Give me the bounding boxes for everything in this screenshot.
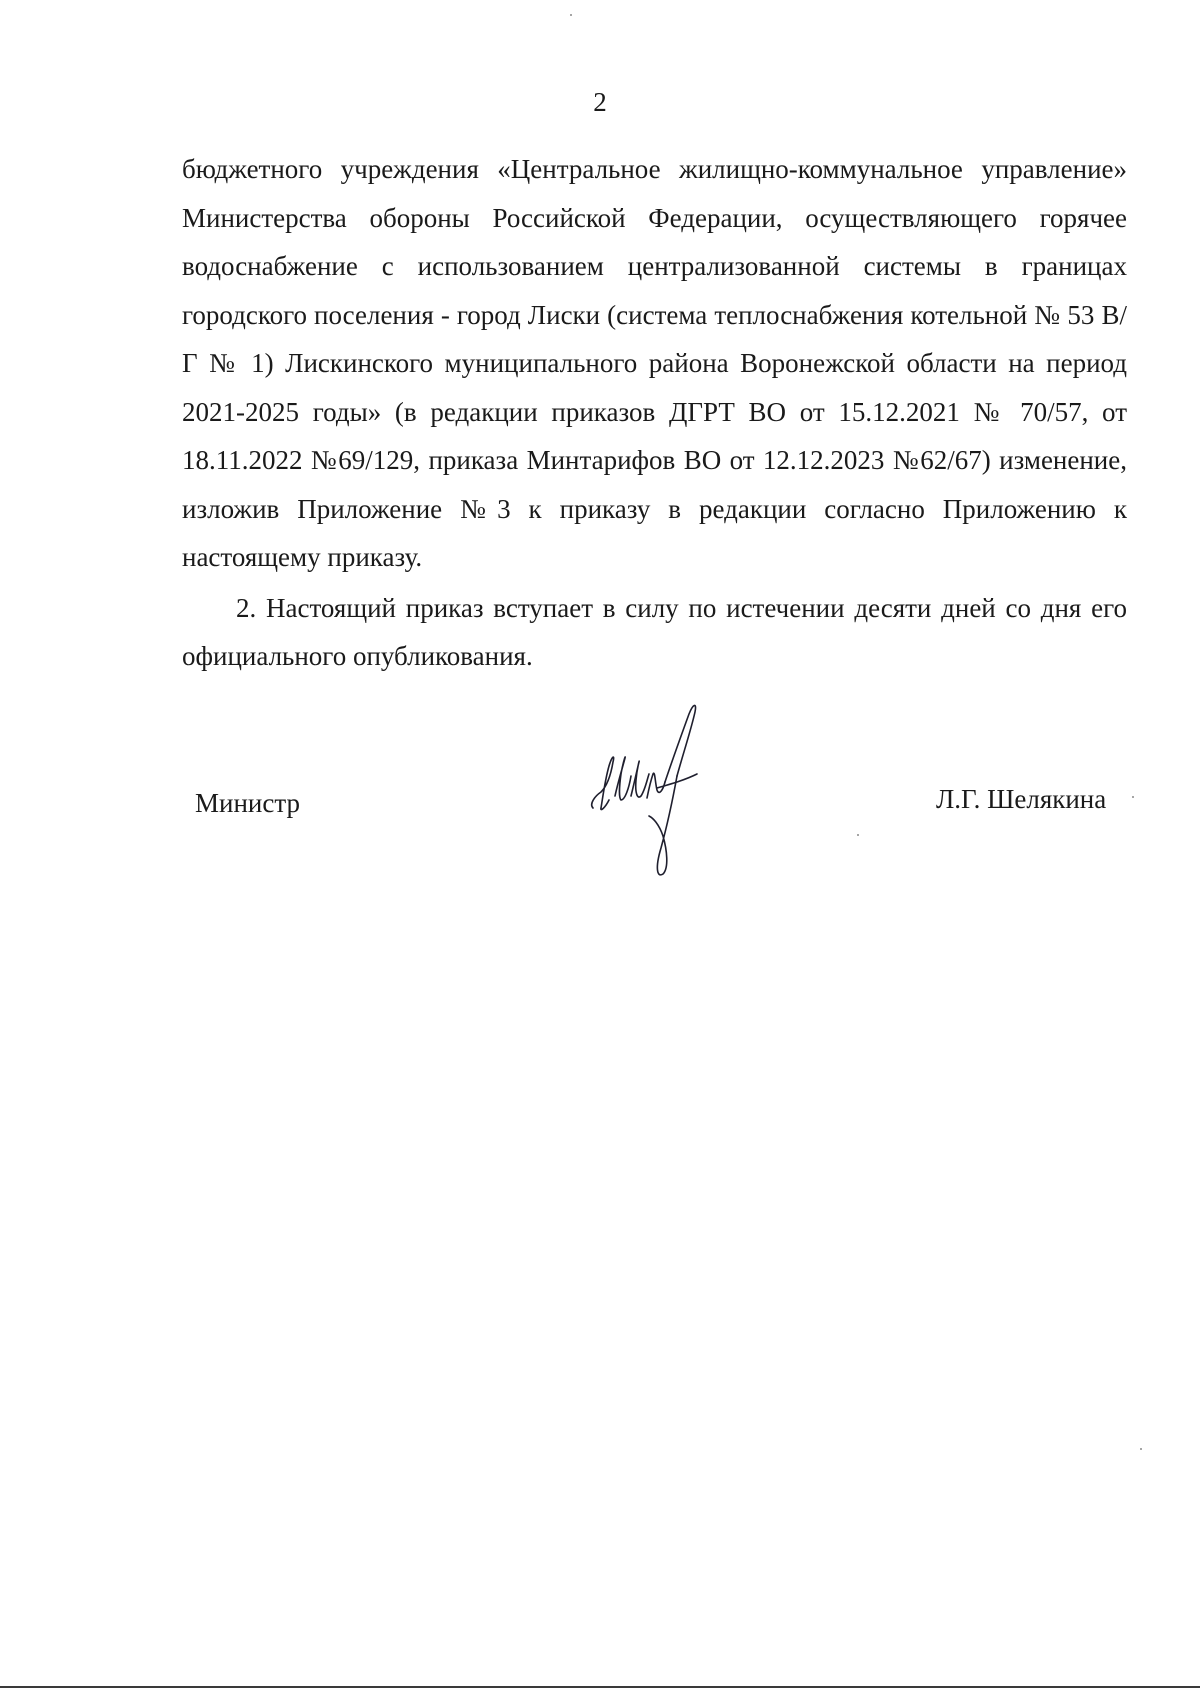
signatory-title: Министр [195,788,300,818]
scan-speck [570,14,572,16]
scan-speck [1140,1448,1142,1450]
paragraph-continuation: бюджетного учреждения «Центральное жилищно-коммунальное управление» Министерства обороны Российской Федерации, осуществляющего горячее водоснабжение с использованием централизованной системы в границах городского поселения - город Лиски (система теплоснабжения котельной № 53 В/Г № 1) Лискинского муниципального района Воронежской области на период 2021-2025 годы» (в редакции приказов ДГРТ ВО от 15.12.2021 № 70/57, от 18.11.2022 №69/129, приказа Минтарифов ВО от 12.12.2023 №62/67) изменение, изложив Приложение №3 к приказу в редакции согласно Приложению к настоящему приказу. [182,154,1127,572]
paragraph-item-2: 2. Настоящий приказ вступает в силу по истечении десяти дней со дня его официального опубликования. [182,592,1127,671]
page-number: 2 [593,87,607,117]
handwritten-signature [585,700,735,885]
scan-edge-line [0,1686,1200,1688]
scan-speck [857,834,859,836]
signatory-name: Л.Г. Шелякина [936,784,1107,814]
document-body [182,145,1127,681]
scan-speck [1132,796,1134,798]
